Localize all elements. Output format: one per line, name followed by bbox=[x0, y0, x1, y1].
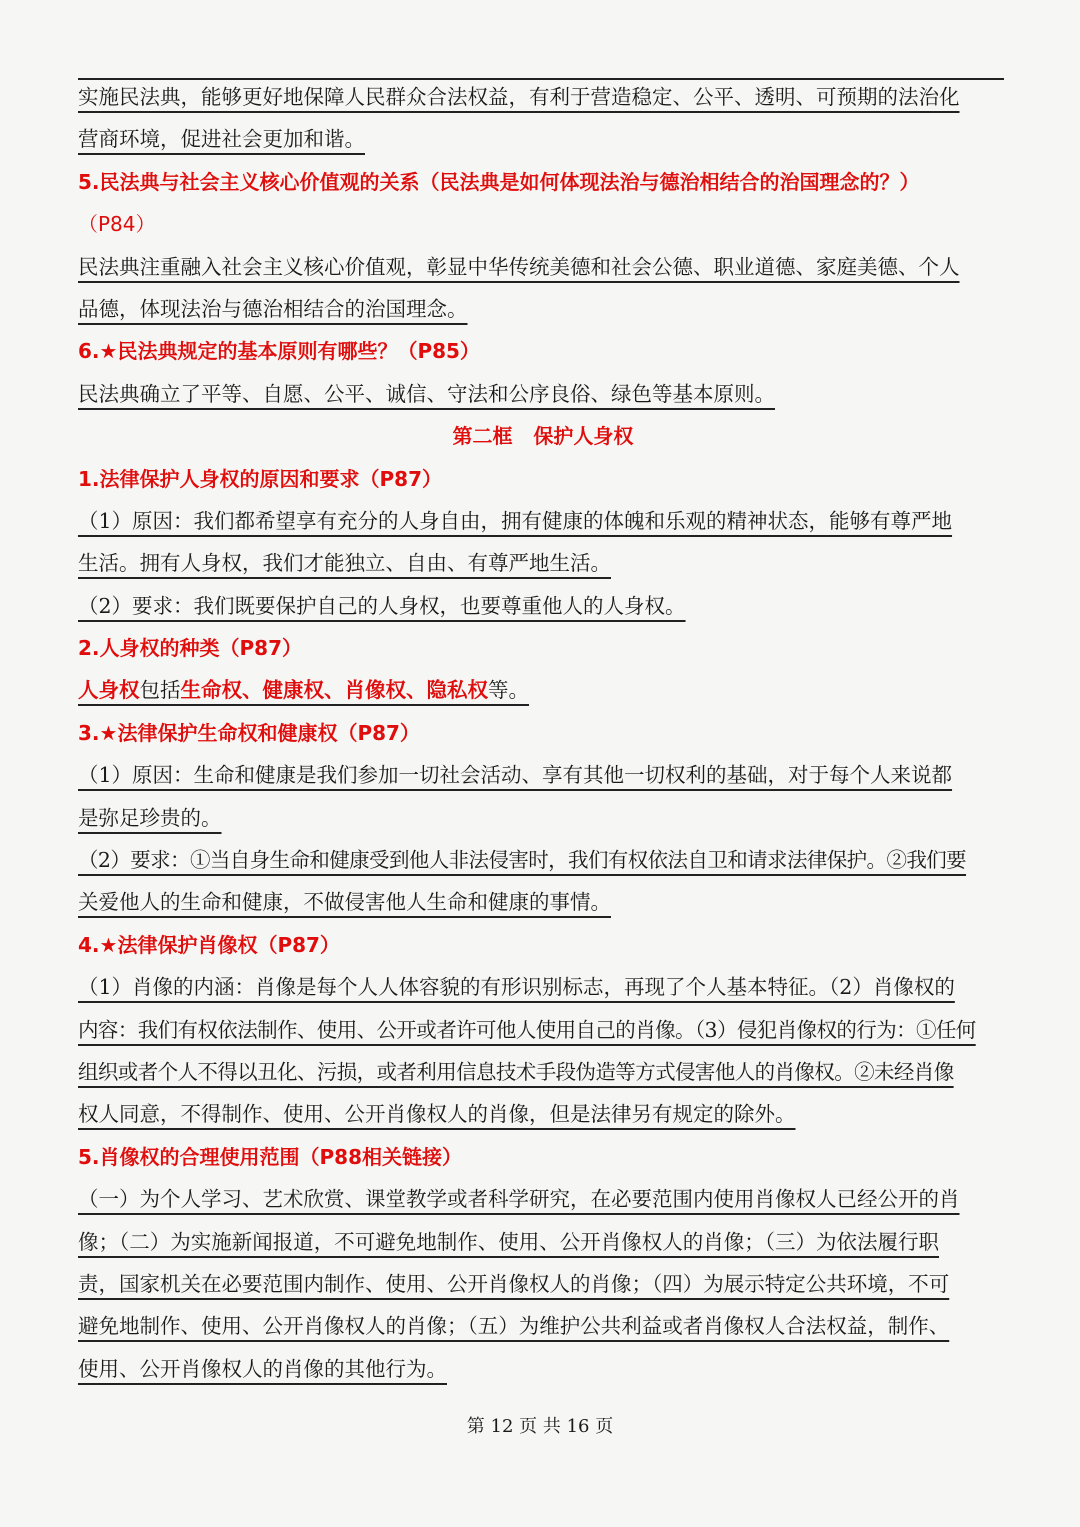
text-line: （1）原因：生命和健康是我们参加一切社会活动、享有其他一切权利的基础，对于每个人来说都 bbox=[78, 763, 953, 788]
heading-5b-line bbox=[78, 1136, 1008, 1178]
text-line: 民法典确立了平等、自愿、公平、诚信、守法和公序良俗、绿色等基本原则。 bbox=[78, 381, 775, 406]
text-line: 是弥足珍贵的。 bbox=[78, 805, 222, 830]
text-line: （1）原因：我们都希望享有充分的人身自由，拥有健康的体魄和乐观的精神状态，能够有尊严地 bbox=[78, 508, 953, 533]
paragraph-line bbox=[78, 500, 1008, 542]
text-line: 民法典注重融入社会主义核心价值观，彰显中华传统美德和社会公德、职业道德、家庭美德、个人 bbox=[78, 254, 960, 279]
text-line: （1）肖像的内涵：肖像是每个人人体容貌的有形识别标志，再现了个人基本特征。（2）肖像权的 bbox=[78, 975, 955, 1000]
rights-types-line bbox=[78, 669, 1008, 711]
text-line: 使用、公开肖像权人的肖像的其他行为。 bbox=[78, 1356, 447, 1381]
rights-line bbox=[78, 678, 529, 702]
paragraph-line bbox=[78, 966, 1008, 1008]
paragraph-line bbox=[78, 246, 1008, 288]
text-line: 营商环境，促进社会更加和谐。 bbox=[78, 127, 365, 152]
page-number-footer: 第 12 页 共 16 页 bbox=[466, 1416, 614, 1437]
heading-5-line bbox=[78, 161, 1008, 203]
text-line: （2）要求：我们既要保护自己的人身权，也要尊重他人的人身权。 bbox=[78, 593, 686, 618]
paragraph-line bbox=[78, 1009, 1008, 1051]
rights-verb: 包括 bbox=[139, 678, 181, 703]
text-line: （一）为个人学习、艺术欣赏、课堂教学或者科学研究，在必要范围内使用肖像权人已经公开的肖 bbox=[78, 1187, 960, 1212]
text-line: 生活。拥有人身权，我们才能独立、自由、有尊严地生活。 bbox=[78, 551, 611, 576]
paragraph-line bbox=[78, 1178, 1008, 1220]
paragraph-line bbox=[78, 1263, 1008, 1305]
paragraph-line bbox=[78, 881, 1008, 923]
text-line: 责，国家机关在必要范围内制作、使用、公开肖像权人的肖像；（四）为展示特定公共环境，不可 bbox=[78, 1271, 950, 1296]
paragraph-line bbox=[78, 1051, 1008, 1093]
paragraph-line bbox=[78, 76, 1008, 118]
heading-2-line bbox=[78, 627, 1008, 669]
section-title: 第二框 保护人身权 bbox=[452, 424, 634, 449]
rights-term: 人身权 bbox=[78, 678, 140, 703]
heading-5-line-2 bbox=[78, 203, 1008, 245]
question-heading: 2.人身权的种类（P87） bbox=[78, 636, 303, 661]
text-line: 避免地制作、使用、公开肖像权人的肖像；（五）为维护公共利益或者肖像权人合法权益，制作、 bbox=[78, 1314, 950, 1339]
heading-6-line bbox=[78, 330, 1008, 372]
text-line: 组织或者个人不得以丑化、污损，或者利用信息技术手段伪造等方式侵害他人的肖像权。②未经肖像 bbox=[78, 1059, 954, 1084]
paragraph-line bbox=[78, 118, 1008, 160]
question-heading: 5.肖像权的合理使用范围（P88相关链接） bbox=[78, 1144, 463, 1169]
heading-4-line bbox=[78, 924, 1008, 966]
paragraph-line bbox=[78, 839, 1008, 881]
paragraph-line bbox=[78, 754, 1008, 796]
paragraph-line bbox=[78, 1093, 1008, 1135]
text-line: （2）要求：①当自身生命和健康受到他人非法侵害时，我们有权依法自卫和请求法律保护。②我们要 bbox=[78, 848, 967, 873]
paragraph-line bbox=[78, 585, 1008, 627]
paragraph-line bbox=[78, 1221, 1008, 1263]
paragraph-line bbox=[78, 288, 1008, 330]
question-heading: 6.★民法典规定的基本原则有哪些？（P85） bbox=[78, 339, 480, 364]
paragraph-line bbox=[78, 542, 1008, 584]
rights-list: 生命权、健康权、肖像权、隐私权 bbox=[180, 678, 488, 703]
heading-3-line bbox=[78, 712, 1008, 754]
document-body bbox=[78, 76, 1008, 1390]
text-line: 品德，体现法治与德治相结合的治国理念。 bbox=[78, 296, 468, 321]
paragraph-line bbox=[78, 797, 1008, 839]
paragraph-line bbox=[78, 373, 1008, 415]
heading-1-line bbox=[78, 458, 1008, 500]
paragraph-line bbox=[78, 1348, 1008, 1390]
question-heading: 5.民法典与社会主义核心价值观的关系（民法典是如何体现法治与德治相结合的治国理念的？） bbox=[78, 169, 920, 194]
question-heading: 3.★法律保护生命权和健康权（P87） bbox=[78, 720, 420, 745]
text-line: 像；（二）为实施新闻报道，不可避免地制作、使用、公开肖像权人的肖像；（三）为依法履行职 bbox=[78, 1229, 939, 1254]
text-line: 关爱他人的生命和健康，不做侵害他人生命和健康的事情。 bbox=[78, 890, 611, 915]
text-line: 权人同意，不得制作、使用、公开肖像权人的肖像，但是法律另有规定的除外。 bbox=[78, 1102, 796, 1127]
text-line: 内容：我们有权依法制作、使用、公开或者许可他人使用自己的肖像。（3）侵犯肖像权的行为：①任何 bbox=[78, 1017, 976, 1042]
question-heading: 4.★法律保护肖像权（P87） bbox=[78, 932, 340, 957]
rights-end: 等。 bbox=[488, 678, 529, 703]
text-line: 实施民法典，能够更好地保障人民群众合法权益，有利于营造稳定、公平、透明、可预期的法治化 bbox=[78, 85, 960, 109]
question-heading-page: （P84） bbox=[78, 212, 156, 237]
paragraph-line bbox=[78, 1305, 1008, 1347]
question-heading: 1.法律保护人身权的原因和要求（P87） bbox=[78, 466, 443, 491]
section-title-line bbox=[78, 415, 1008, 457]
